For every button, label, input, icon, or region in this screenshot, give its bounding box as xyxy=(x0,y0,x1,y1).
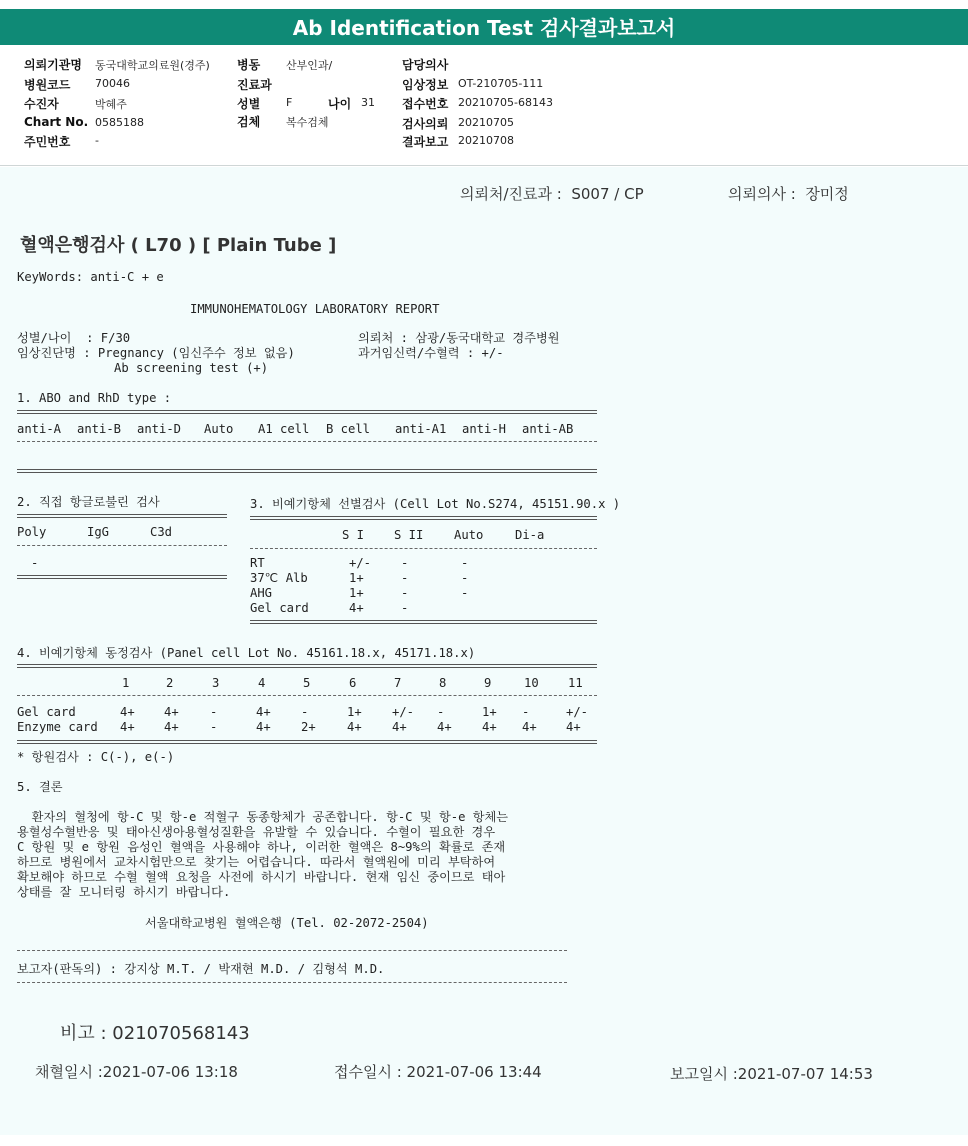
received-time: 접수일시 : 2021-07-06 13:44 xyxy=(334,1063,542,1081)
panel-cell: - xyxy=(210,705,218,719)
abo-column-header: Auto xyxy=(204,422,234,436)
header-info xyxy=(0,47,968,166)
dat-value: - xyxy=(31,556,39,570)
hospital-code-value: 70046 xyxy=(95,77,130,90)
panel-column-header: 11 xyxy=(568,676,583,690)
screen-column-header: S I xyxy=(342,528,365,542)
divider xyxy=(17,441,597,442)
panel-cell: 4+ xyxy=(120,705,135,719)
clinical-value: OT-210705-111 xyxy=(458,77,544,90)
dat-column-header: C3d xyxy=(150,525,173,539)
screen-cell: - xyxy=(401,556,409,570)
receipt-label: 접수번호 xyxy=(402,97,449,111)
abo-column-header: anti-A1 xyxy=(395,422,447,436)
screen-cell: 1+ xyxy=(349,571,364,585)
sex-value: F xyxy=(286,96,293,109)
panel-column-header: 1 xyxy=(122,676,130,690)
dat-column-header: Poly xyxy=(17,525,47,539)
panel-column-header: 2 xyxy=(166,676,174,690)
age-value: 31 xyxy=(361,96,375,109)
screen-cell: - xyxy=(401,571,409,585)
abo-column-header: A1 cell xyxy=(258,422,310,436)
divider xyxy=(17,695,597,696)
diagnosis: 임상진단명 : Pregnancy (임신주수 정보 없음) xyxy=(17,346,295,360)
panel-cell: 1+ xyxy=(482,705,497,719)
screen-row-label: 37℃ Alb xyxy=(250,571,308,585)
panel-column-header: 7 xyxy=(394,676,402,690)
test-title: 혈액은행검사 ( L70 ) [ Plain Tube ] xyxy=(20,235,337,256)
panel-cell: - xyxy=(301,705,309,719)
abo-column-header: anti-D xyxy=(137,422,182,436)
screen-cell: - xyxy=(461,586,469,600)
panel-cell: - xyxy=(210,720,218,734)
age-label: 나이 xyxy=(328,97,352,111)
abo-column-header: anti-B xyxy=(77,422,122,436)
panel-cell: 4+ xyxy=(566,720,581,734)
specimen-value: 복수검체 xyxy=(286,116,329,129)
chart-value: 0585188 xyxy=(95,116,144,129)
screen-row-label: RT xyxy=(250,556,265,570)
abo-column-header: anti-A xyxy=(17,422,62,436)
divider xyxy=(17,410,597,414)
screen-column-header: S II xyxy=(394,528,424,542)
panel-cell: 4+ xyxy=(164,720,179,734)
screen-cell: - xyxy=(461,571,469,585)
divider xyxy=(17,545,227,546)
result-label: 결과보고 xyxy=(402,135,449,149)
panel-cell: - xyxy=(522,705,530,719)
divider xyxy=(250,516,597,520)
specimen-label: 검체 xyxy=(237,115,261,129)
screen-column-header: Auto xyxy=(454,528,484,542)
divider xyxy=(17,950,567,951)
conclusion-line: 상태를 잘 모니터링 하시기 바랍니다. xyxy=(17,885,231,899)
panel-column-header: 8 xyxy=(439,676,447,690)
screening: Ab screening test (+) xyxy=(114,361,269,375)
panel-row-label: Gel card xyxy=(17,705,76,719)
ward-value: 산부인과/ xyxy=(286,59,333,72)
note: 비고 : 021070568143 xyxy=(60,1023,250,1044)
dept-label: 진료과 xyxy=(237,78,272,92)
patient-value: 박혜주 xyxy=(95,98,127,111)
screen-cell: - xyxy=(401,601,409,615)
chart-label: Chart No. xyxy=(24,115,89,129)
sec4-title: 4. 비예기항체 동정검사 (Panel cell Lot No. 45161.18.x, 45171.18.x) xyxy=(17,646,476,660)
panel-cell: - xyxy=(437,705,445,719)
panel-column-header: 10 xyxy=(524,676,539,690)
report-title: Ab Identification Test 검사결과보고서 xyxy=(0,9,968,45)
panel-column-header: 9 xyxy=(484,676,492,690)
panel-cell: 1+ xyxy=(347,705,362,719)
reported-time: 보고일시 :2021-07-07 14:53 xyxy=(670,1065,873,1083)
panel-cell: +/- xyxy=(392,705,415,719)
divider xyxy=(17,575,227,579)
divider xyxy=(17,740,597,744)
panel-cell: 4+ xyxy=(164,705,179,719)
receipt-value: 20210705-68143 xyxy=(458,96,553,109)
antigen-test: * 항원검사 : C(-), e(-) xyxy=(17,750,175,764)
resident-label: 주민번호 xyxy=(24,135,71,149)
screen-cell: 1+ xyxy=(349,586,364,600)
clinical-label: 임상정보 xyxy=(402,78,449,92)
screen-column-header: Di-a xyxy=(515,528,545,542)
panel-column-header: 4 xyxy=(258,676,266,690)
request-label: 검사의뢰 xyxy=(402,117,449,131)
dept-line: 의뢰처/진료과 : S007 / CP xyxy=(460,185,644,203)
panel-column-header: 5 xyxy=(303,676,311,690)
panel-cell: 4+ xyxy=(522,720,537,734)
screen-row-label: Gel card xyxy=(250,601,309,615)
divider xyxy=(17,469,597,473)
dat-column-header: IgG xyxy=(87,525,110,539)
referral: 의뢰처 : 삼광/동국대학교 경주병원 xyxy=(358,331,560,345)
screen-cell: - xyxy=(461,556,469,570)
institution-label: 의뢰기관명 xyxy=(24,58,82,72)
abo-column-header: anti-H xyxy=(462,422,507,436)
bloodbank: 서울대학교병원 혈액은행 (Tel. 02-2072-2504) xyxy=(145,916,429,930)
resident-value: - xyxy=(95,134,99,147)
screen-cell: - xyxy=(401,586,409,600)
patient-label: 수진자 xyxy=(24,97,59,111)
result-value: 20210708 xyxy=(458,134,514,147)
sec1-title: 1. ABO and RhD type : xyxy=(17,391,172,405)
screen-cell: 4+ xyxy=(349,601,364,615)
panel-cell: +/- xyxy=(566,705,589,719)
panel-cell: 4+ xyxy=(482,720,497,734)
panel-cell: 4+ xyxy=(120,720,135,734)
divider xyxy=(17,664,597,668)
sex-label: 성별 xyxy=(237,97,261,111)
institution-value: 동국대학교의료원(경주) xyxy=(95,59,210,72)
divider xyxy=(17,982,567,983)
divider xyxy=(250,620,597,624)
sec5-title: 5. 결론 xyxy=(17,780,63,794)
panel-cell: 4+ xyxy=(347,720,362,734)
sec2-title: 2. 직접 항글로불린 검사 xyxy=(17,495,160,509)
panel-cell: 4+ xyxy=(256,720,271,734)
screen-row-label: AHG xyxy=(250,586,273,600)
divider xyxy=(250,548,597,549)
panel-row-label: Enzyme card xyxy=(17,720,98,734)
panel-cell: 4+ xyxy=(256,705,271,719)
screen-cell: +/- xyxy=(349,556,372,570)
request-value: 20210705 xyxy=(458,116,514,129)
panel-cell: 2+ xyxy=(301,720,316,734)
panel-cell: 4+ xyxy=(392,720,407,734)
divider xyxy=(17,514,227,518)
conclusion-line: C 항원 및 e 항원 음성인 혈액을 사용해야 하나, 이러한 혈액은 8~9%의 확률로 존재 xyxy=(17,840,506,854)
report-body xyxy=(0,167,968,1135)
conclusion-line: 환자의 혈청에 항-C 및 항-e 적혈구 동종항체가 공존합니다. 항-C 및 항-e 항체는 xyxy=(17,810,509,824)
abo-column-header: anti-AB xyxy=(522,422,574,436)
lab-title: IMMUNOHEMATOLOGY LABORATORY REPORT xyxy=(190,302,440,316)
conclusion-line: 확보해야 하므로 수혈 혈액 요청을 사전에 하시기 바랍니다. 현재 임신 중이므로 태아 xyxy=(17,870,506,884)
doctor-line: 의뢰의사 : 장미정 xyxy=(728,185,849,203)
hospital-code-label: 병원코드 xyxy=(24,78,71,92)
history: 과거임신력/수혈력 : +/- xyxy=(358,346,504,360)
reporter: 보고자(판독의) : 강지상 M.T. / 박재현 M.D. / 김형석 M.D. xyxy=(17,962,385,976)
panel-cell: 4+ xyxy=(437,720,452,734)
sex-age: 성별/나이 : F/30 xyxy=(17,331,131,345)
panel-column-header: 3 xyxy=(212,676,220,690)
collected-time: 채혈일시 :2021-07-06 13:18 xyxy=(35,1063,238,1081)
doctor-label: 담당의사 xyxy=(402,58,449,72)
abo-column-header: B cell xyxy=(326,422,371,436)
ward-label: 병동 xyxy=(237,58,261,72)
panel-column-header: 6 xyxy=(349,676,357,690)
sec3-title: 3. 비예기항체 선별검사 (Cell Lot No.S274, 45151.90.x ) xyxy=(250,497,621,511)
keywords: KeyWords: anti-C + e xyxy=(17,270,164,284)
conclusion-line: 하므로 병원에서 교차시험만으로 찾기는 어렵습니다. 따라서 혈액원에 미리 부탁하여 xyxy=(17,855,496,869)
conclusion-line: 용혈성수혈반응 및 태아신생아용혈성질환을 유발할 수 있습니다. 수혈이 필요한 경우 xyxy=(17,825,496,839)
